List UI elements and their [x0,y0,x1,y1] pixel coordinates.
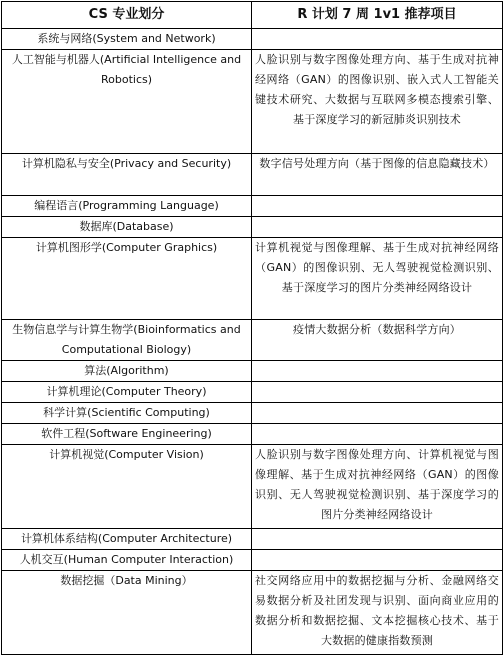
major-cell: 计算机理论(Computer Theory) [2,382,252,403]
major-cell: 计算机隐私与安全(Privacy and Security) [2,154,252,196]
table-row [2,320,503,361]
major-cell: 生物信息学与计算生物学(Bioinformatics and Computational Biology) [2,320,252,361]
table-row [2,571,503,655]
table-row [2,445,503,529]
major-cell: 系统与网络(System and Network) [2,29,252,50]
table-row [2,550,503,571]
table-row [2,238,503,320]
major-cell: 计算机视觉(Computer Vision) [2,445,252,529]
major-cell: 数据挖掘（Data Mining） [2,571,252,655]
projects-cell [252,403,503,424]
projects-cell [252,529,503,550]
table-row [2,361,503,382]
projects-cell: 人脸识别与数字图像处理方向、基于生成对抗神经网络（GAN）的图像识别、嵌入式人工智能关键技术研究、大数据与互联网多模态搜索引擎、基于深度学习的新冠肺炎识别技术 [252,50,503,154]
major-cell: 计算机图形学(Computer Graphics) [2,238,252,320]
table-row [2,529,503,550]
major-cell: 算法(Algorithm) [2,361,252,382]
header-cs-major: CS 专业划分 [2,2,252,29]
major-cell: 数据库(Database) [2,217,252,238]
table-row [2,196,503,217]
table-row [2,382,503,403]
projects-cell: 社交网络应用中的数据挖掘与分析、金融网络交易数据分析及社团发现与识别、面向商业应用的数据分析和数据挖掘、文本挖掘核心技术、基于大数据的健康指数预测 [252,571,503,655]
major-cell: 科学计算(Scientific Computing) [2,403,252,424]
major-cell: 人机交互(Human Computer Interaction) [2,550,252,571]
header-recommended-projects: R 计划 7 周 1v1 推荐项目 [252,2,503,29]
projects-cell [252,217,503,238]
table-row [2,217,503,238]
projects-cell [252,550,503,571]
projects-cell [252,361,503,382]
projects-cell: 计算机视觉与图像理解、基于生成对抗神经网络（GAN）的图像识别、无人驾驶视觉检测识别、基于深度学习的图片分类神经网络设计 [252,238,503,320]
projects-cell [252,382,503,403]
projects-cell [252,196,503,217]
major-cell: 人工智能与机器人(Artificial Intelligence and Robotics) [2,50,252,154]
table-row [2,29,503,50]
major-cell: 计算机体系结构(Computer Architecture) [2,529,252,550]
table-header-row [2,2,503,29]
projects-cell [252,424,503,445]
major-cell: 软件工程(Software Engineering) [2,424,252,445]
table-row [2,403,503,424]
projects-cell [252,29,503,50]
table-row [2,50,503,154]
table-row [2,424,503,445]
projects-cell: 人脸识别与数字图像处理方向、计算机视觉与图像理解、基于生成对抗神经网络（GAN）的图像识别、无人驾驶视觉检测识别、基于深度学习的图片分类神经网络设计 [252,445,503,529]
table-row [2,154,503,196]
major-cell: 编程语言(Programming Language) [2,196,252,217]
projects-cell: 数字信号处理方向（基于图像的信息隐藏技术） [252,154,503,196]
cs-program-table [1,1,503,655]
projects-cell: 疫情大数据分析（数据科学方向） [252,320,503,361]
